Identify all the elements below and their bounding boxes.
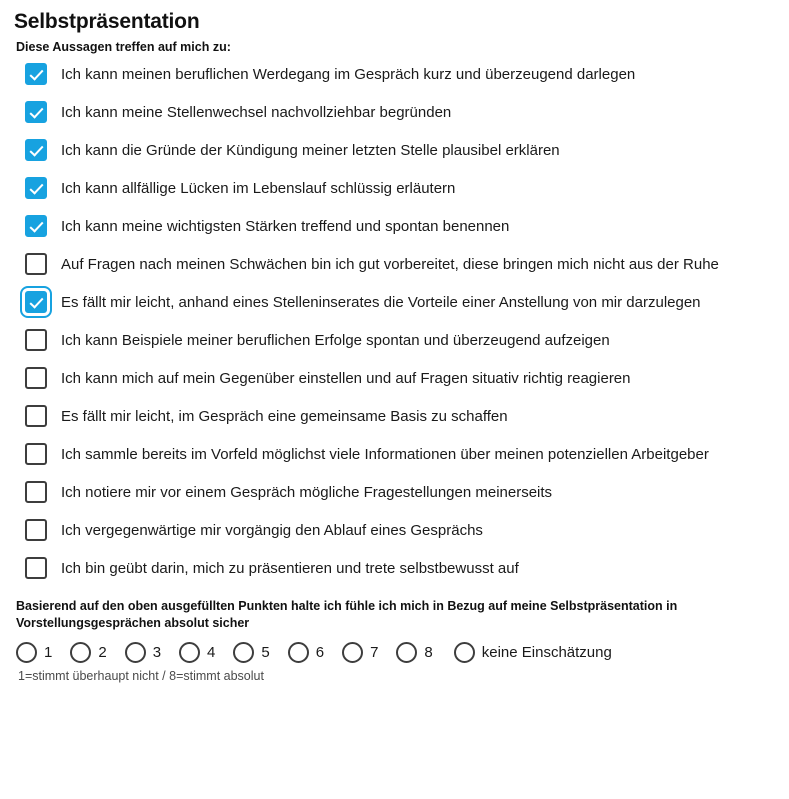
- checkbox-checked-icon[interactable]: [25, 215, 47, 237]
- checklist-item[interactable]: [14, 100, 775, 128]
- rating-option[interactable]: [233, 642, 269, 663]
- checklist-item[interactable]: [14, 442, 775, 470]
- checklist-item-label: Ich kann mich auf mein Gegenüber einstellen und auf Fragen situativ richtig reagieren: [61, 370, 631, 387]
- checkbox-icon[interactable]: [25, 405, 47, 427]
- rating-option-label: 4: [207, 644, 216, 661]
- checkbox-icon[interactable]: [25, 519, 47, 541]
- rating-option-label: 1: [44, 644, 53, 661]
- checkbox-checked-icon[interactable]: [25, 139, 47, 161]
- rating-option-label: 7: [370, 644, 379, 661]
- rating-question: Basierend auf den oben ausgefüllten Punkten halte ich fühle ich mich in Bezug auf meine Selbstpräsentation in Vorstellungsgesprächen absolut sicher: [16, 599, 678, 630]
- rating-option[interactable]: [70, 642, 106, 663]
- checkbox-checked-icon[interactable]: [25, 63, 47, 85]
- radio-icon[interactable]: [125, 642, 146, 663]
- rating-option[interactable]: [125, 642, 161, 663]
- checklist-item[interactable]: [14, 366, 775, 394]
- rating-option-label: keine Einschätzung: [481, 644, 612, 661]
- radio-icon[interactable]: [396, 642, 417, 663]
- checklist-item-label: Es fällt mir leicht, im Gespräch eine gemeinsame Basis zu schaffen: [61, 408, 508, 425]
- checklist-item[interactable]: [14, 214, 775, 242]
- checkbox-checked-icon[interactable]: [25, 101, 47, 123]
- checklist-item-label: Es fällt mir leicht, anhand eines Stelleninserates die Vorteile einer Anstellung von mir darzulegen: [61, 294, 701, 311]
- checkbox-icon[interactable]: [25, 253, 47, 275]
- form-subtitle: Diese Aussagen treffen auf mich zu:: [16, 40, 231, 54]
- radio-icon[interactable]: [454, 642, 475, 663]
- rating-option[interactable]: [396, 642, 432, 663]
- checklist-item[interactable]: [14, 404, 775, 432]
- rating-option[interactable]: [16, 642, 52, 663]
- checklist-item-label: Ich bin geübt darin, mich zu präsentieren und trete selbstbewusst auf: [61, 560, 519, 577]
- checklist-item[interactable]: [14, 290, 775, 318]
- rating-option[interactable]: [179, 642, 215, 663]
- checkbox-checked-icon[interactable]: [25, 291, 47, 313]
- checklist-item-label: Ich kann meine Stellenwechsel nachvollziehbar begründen: [61, 104, 452, 121]
- page-title: Selbstpräsentation: [14, 10, 200, 33]
- checkbox-icon[interactable]: [25, 557, 47, 579]
- checklist-item-label: Ich vergegenwärtige mir vorgängig den Ablauf eines Gesprächs: [61, 522, 483, 539]
- checklist-item[interactable]: [14, 62, 775, 90]
- checklist-item[interactable]: [14, 138, 775, 166]
- rating-option-label: 8: [424, 644, 433, 661]
- checkbox-icon[interactable]: [25, 367, 47, 389]
- rating-option-label: 6: [315, 644, 325, 661]
- radio-icon[interactable]: [233, 642, 254, 663]
- checklist-item[interactable]: [14, 328, 775, 356]
- checkbox-checked-icon[interactable]: [25, 177, 47, 199]
- checklist-item-label: Ich kann die Gründe der Kündigung meiner letzten Stelle plausibel erklären: [61, 142, 560, 159]
- checklist-item-label: Ich sammle bereits im Vorfeld möglichst viele Informationen über meinen potenziellen Arbeitgeber: [61, 446, 709, 463]
- checkbox-icon[interactable]: [25, 443, 47, 465]
- checklist-item-label: Ich kann meine wichtigsten Stärken treffend und spontan benennen: [61, 218, 510, 235]
- radio-icon[interactable]: [342, 642, 363, 663]
- rating-option-label: 2: [98, 644, 107, 661]
- checklist-item[interactable]: [14, 176, 775, 204]
- radio-icon[interactable]: [288, 642, 309, 663]
- checkbox-icon[interactable]: [25, 329, 47, 351]
- radio-icon[interactable]: [16, 642, 37, 663]
- checklist-item-label: Ich notiere mir vor einem Gespräch mögliche Fragestellungen meinerseits: [61, 484, 553, 501]
- checkbox-icon[interactable]: [25, 481, 47, 503]
- rating-option[interactable]: [288, 642, 324, 663]
- statement-checklist: [14, 62, 775, 584]
- checklist-item-label: Ich kann meinen beruflichen Werdegang im Gespräch kurz und überzeugend darlegen: [61, 66, 636, 83]
- checklist-item[interactable]: [14, 252, 775, 280]
- radio-icon[interactable]: [70, 642, 91, 663]
- checklist-item-label: Ich kann Beispiele meiner beruflichen Erfolge spontan und überzeugend aufzeigen: [61, 332, 610, 349]
- rating-scale: [16, 642, 775, 663]
- rating-option[interactable]: [451, 642, 612, 663]
- rating-legend: 1=stimmt überhaupt nicht / 8=stimmt absolut: [18, 669, 264, 683]
- checklist-item-label: Auf Fragen nach meinen Schwächen bin ich gut vorbereitet, diese bringen mich nicht aus der Ruhe: [61, 256, 719, 273]
- radio-icon[interactable]: [179, 642, 200, 663]
- checklist-item[interactable]: [14, 556, 775, 584]
- rating-option-label: 3: [152, 644, 162, 661]
- checklist-item[interactable]: [14, 480, 775, 508]
- rating-option[interactable]: [342, 642, 378, 663]
- rating-option-label: 5: [261, 644, 270, 661]
- checklist-item-label: Ich kann allfällige Lücken im Lebenslauf schlüssig erläutern: [61, 180, 456, 197]
- checklist-item[interactable]: [14, 518, 775, 546]
